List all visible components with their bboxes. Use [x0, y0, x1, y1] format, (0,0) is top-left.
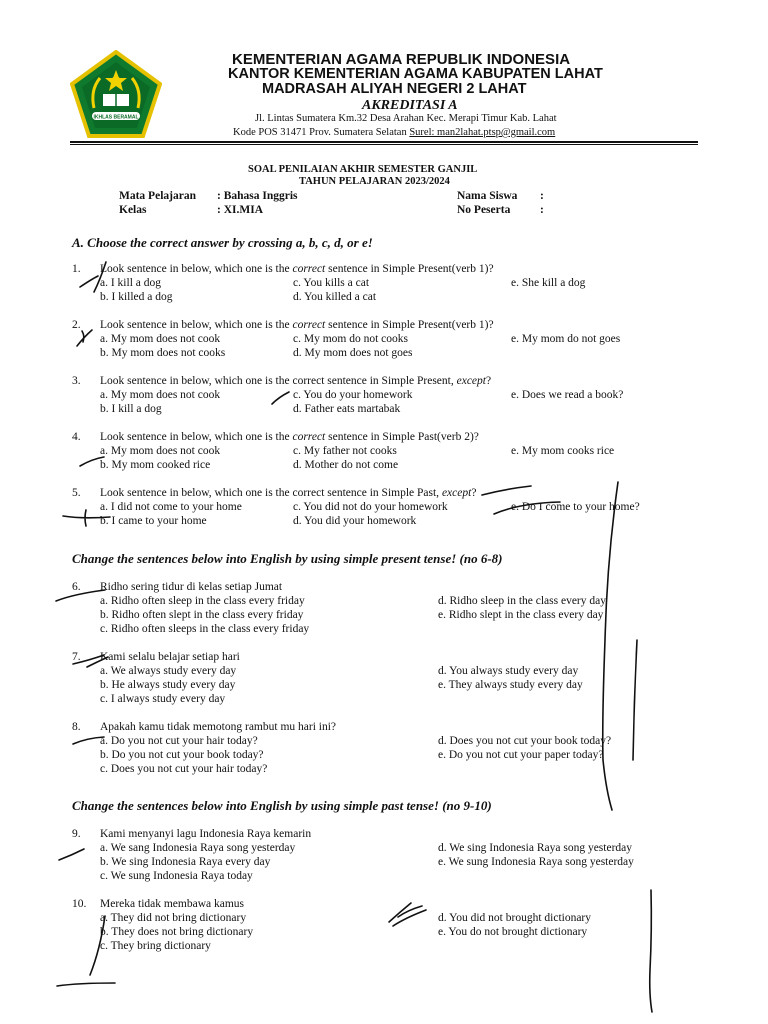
option-a[interactable]: a. My mom does not cook	[100, 333, 221, 345]
question-stem: Kami selalu belajar setiap hari	[100, 651, 240, 663]
header-line-3: MADRASAH ALIYAH NEGERI 2 LAHAT	[262, 81, 527, 97]
question-number: 10.	[72, 898, 87, 910]
pen-mark-q2	[77, 330, 92, 346]
section-a-title: A. Choose the correct answer by crossing a, b, c, d, or e!	[72, 235, 373, 250]
header-divider	[70, 141, 698, 143]
question-stem: Apakah kamu tidak memotong rambut mu hari ini?	[100, 721, 337, 733]
option-a[interactable]: a. My mom does not cook	[100, 445, 221, 457]
question-stem: Look sentence in below, which one is the correct sentence in Simple Present(verb 1)?	[100, 263, 494, 275]
option-b[interactable]: b. He always study every day	[100, 679, 236, 691]
option-b[interactable]: b. Do you not cut your book today?	[100, 749, 264, 761]
question-number: 5.	[72, 487, 81, 499]
subject-value: : Bahasa Inggris	[217, 190, 298, 202]
exam-year: TAHUN PELAJARAN 2023/2024	[299, 176, 450, 187]
question-stem: Look sentence in below, which one is the correct sentence in Simple Present(verb 1)?	[100, 319, 494, 331]
question-number: 9.	[72, 828, 81, 840]
section-present-title: Change the sentences below into English by using simple present tense! (no 6-8)	[72, 551, 503, 566]
option-c[interactable]: c. Ridho often sleeps in the class every friday	[100, 623, 310, 635]
question-number: 4.	[72, 431, 81, 443]
option-d[interactable]: d. Father eats martabak	[293, 403, 401, 415]
option-d[interactable]: d. Ridho sleep in the class every day	[438, 595, 606, 607]
option-c[interactable]: c. You did not do your homework	[293, 501, 448, 513]
number-colon: :	[540, 204, 544, 216]
option-c[interactable]: c. I always study every day	[100, 693, 226, 705]
question-number: 3.	[72, 375, 81, 387]
accreditation: AKREDITASI A	[362, 98, 458, 113]
option-c[interactable]: c. You kills a cat	[293, 277, 370, 289]
option-d[interactable]: d. My mom does not goes	[293, 347, 413, 359]
header-line-2: KANTOR KEMENTERIAN AGAMA KABUPATEN LAHAT	[228, 66, 603, 82]
option-b[interactable]: b. Ridho often slept in the class every friday	[100, 609, 304, 621]
pen-line-right-2	[633, 640, 637, 760]
logo-text: IKHLAS BERAMAL	[93, 114, 139, 121]
option-c[interactable]: c. My father not cooks	[293, 445, 397, 457]
option-c[interactable]: c. Does you not cut your hair today?	[100, 763, 268, 775]
pen-line-right-3	[650, 890, 652, 1012]
option-b[interactable]: b. I kill a dog	[100, 403, 162, 415]
option-d[interactable]: d. You killed a cat	[293, 291, 377, 303]
class-label: Kelas	[119, 204, 147, 216]
option-d[interactable]: d. You did your homework	[293, 515, 417, 527]
question-number: 2.	[72, 319, 81, 331]
name-label: Nama Siswa	[457, 190, 518, 202]
option-c[interactable]: c. You do your homework	[293, 389, 413, 401]
option-a[interactable]: a. My mom does not cook	[100, 389, 221, 401]
option-a[interactable]: a. I did not come to your home	[100, 501, 242, 513]
header-divider-thin	[70, 144, 698, 145]
option-d[interactable]: d. We sing Indonesia Raya song yesterday	[438, 842, 633, 854]
question-number: 1.	[72, 263, 81, 275]
class-value: : XI.MIA	[217, 204, 263, 216]
option-e[interactable]: e. Do I come to your home?	[511, 501, 640, 513]
question-number: 7.	[72, 651, 81, 663]
option-c[interactable]: c. They bring dictionary	[100, 940, 211, 952]
option-e[interactable]: e. Does we read a book?	[511, 389, 624, 401]
pen-mark-q3	[272, 392, 289, 404]
subject-label: Mata Pelajaran	[119, 190, 196, 202]
postal-line	[233, 127, 555, 138]
option-e[interactable]: e. We sung Indonesia Raya song yesterday	[438, 856, 634, 868]
option-b[interactable]: b. They does not bring dictionary	[100, 926, 254, 938]
section-past-title: Change the sentences below into English by using simple past tense! (no 9-10)	[72, 798, 492, 813]
option-d[interactable]: d. Does you not cut your book today?	[438, 735, 612, 747]
option-b[interactable]: b. I came to your home	[100, 515, 207, 527]
ministry-logo-icon	[70, 50, 162, 138]
question-stem: Mereka tidak membawa kamus	[100, 898, 245, 910]
exam-title: SOAL PENILAIAN AKHIR SEMESTER GANJIL	[248, 164, 478, 175]
option-e[interactable]: e. My mom do not goes	[511, 333, 621, 345]
email-link[interactable]: Surel: man2lahat.ptsp@gmail.com	[409, 127, 556, 138]
name-colon: :	[540, 190, 544, 202]
option-e[interactable]: e. Ridho slept in the class every day	[438, 609, 604, 621]
option-a[interactable]: a. Ridho often sleep in the class every friday	[100, 595, 305, 607]
option-a[interactable]: a. I kill a dog	[100, 277, 161, 289]
option-d[interactable]: d. You always study every day	[438, 665, 579, 677]
question-stem: Look sentence in below, which one is the correct sentence in Simple Past(verb 2)?	[100, 431, 479, 443]
option-b[interactable]: b. We sing Indonesia Raya every day	[100, 856, 271, 868]
option-a[interactable]: a. They did not bring dictionary	[100, 912, 247, 924]
question-number: 8.	[72, 721, 81, 733]
option-e[interactable]: e. You do not brought dictionary	[438, 926, 588, 938]
option-b[interactable]: b. My mom does not cooks	[100, 347, 226, 359]
option-d[interactable]: d. Mother do not come	[293, 459, 399, 471]
option-e[interactable]: e. They always study every day	[438, 679, 583, 691]
pen-mark-q10a	[389, 903, 426, 926]
question-number: 6.	[72, 581, 81, 593]
option-e[interactable]: e. My mom cooks rice	[511, 445, 615, 457]
pen-line-right-1	[603, 482, 618, 810]
question-stem: Ridho sering tidur di kelas setiap Jumat	[100, 581, 283, 593]
address: Jl. Lintas Sumatera Km.32 Desa Arahan Kec. Merapi Timur Kab. Lahat	[255, 113, 557, 124]
header-line-1: KEMENTERIAN AGAMA REPUBLIK INDONESIA	[232, 51, 571, 68]
option-c[interactable]: c. We sung Indonesia Raya today	[100, 870, 253, 882]
number-label: No Peserta	[457, 204, 511, 216]
question-stem: Look sentence in below, which one is the correct sentence in Simple Present, except?	[100, 375, 492, 387]
option-a[interactable]: a. We always study every day	[100, 665, 237, 677]
question-stem: Kami menyanyi lagu Indonesia Raya kemarin	[100, 828, 312, 840]
option-d[interactable]: d. You did not brought dictionary	[438, 912, 592, 924]
option-a[interactable]: a. We sang Indonesia Raya song yesterday	[100, 842, 296, 854]
postal-text: Kode POS 31471 Prov. Sumatera Selatan	[233, 127, 410, 138]
option-b[interactable]: b. My mom cooked rice	[100, 459, 211, 471]
pen-mark-q9	[59, 849, 84, 860]
option-a[interactable]: a. Do you not cut your hair today?	[100, 735, 258, 747]
option-e[interactable]: e. Do you not cut your paper today?	[438, 749, 604, 761]
option-c[interactable]: c. My mom do not cooks	[293, 333, 408, 345]
option-b[interactable]: b. I killed a dog	[100, 291, 173, 303]
question-stem: Look sentence in below, which one is the correct sentence in Simple Past, except?	[100, 487, 477, 499]
option-e[interactable]: e. She kill a dog	[511, 277, 586, 289]
